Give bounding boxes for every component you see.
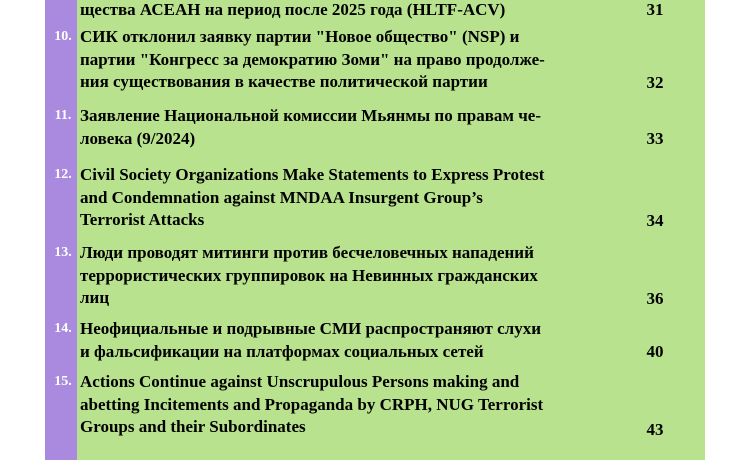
toc-entry-title — [80, 242, 600, 310]
toc-entry-page: 34 — [646, 211, 664, 230]
toc-entry-title-line: Terrorist Attacks — [80, 210, 205, 229]
toc-entry-page: 31 — [646, 0, 664, 19]
toc-entry-number: 12. — [54, 167, 72, 182]
toc-entry-title — [80, 371, 600, 439]
toc-entry-number: 14. — [54, 321, 72, 336]
toc-entry-title-line: Люди проводят митинги против бесчеловечных нападений — [80, 243, 534, 262]
toc-entry-title-line: Actions Continue against Unscrupulous Persons making and — [80, 372, 520, 391]
toc-entry-title-line: ловека (9/2024) — [80, 128, 196, 148]
toc-entry-title — [80, 0, 600, 22]
toc-entry-page: 40 — [646, 342, 664, 361]
toc-entry-title-line: Неофициальные и подрывные СМИ распространяют слухи — [80, 319, 542, 338]
toc-entry-title — [80, 164, 600, 232]
toc-entry-title-line: Заявление Национальной комиссии Мьянмы по правам че- — [80, 106, 542, 125]
toc-entry-number: 10. — [54, 29, 72, 44]
toc-entry-title — [80, 318, 600, 363]
toc-entry-number: 15. — [54, 374, 72, 389]
toc-entry-title — [80, 26, 600, 94]
toc-entry-title-line: и фальсификации на платформах социальных сетей — [80, 341, 484, 361]
toc-entry-page: 33 — [646, 129, 664, 148]
toc-entry-page: 43 — [646, 420, 664, 439]
table-of-contents — [45, 0, 705, 460]
toc-entry-title-line: ния существования в качестве политической партии — [80, 72, 488, 91]
toc-entry-title — [80, 105, 600, 150]
toc-entry-page: 36 — [646, 289, 664, 308]
toc-entry-number: 11. — [54, 108, 72, 123]
toc-entry-title-line: щества АСЕАН на период после 2025 года (HLTF-ACV) — [80, 0, 506, 19]
toc-entry-title-line: партии "Конгресс за демократию Зоми" на право продолже- — [80, 49, 545, 69]
toc-entry-number: 13. — [54, 245, 72, 260]
toc-entry-title-line: and Condemnation against MNDAA Insurgent Group’s — [80, 187, 483, 207]
toc-entry-title-line: abetting Incitements and Propaganda by CRPH, NUG Terrorist — [80, 394, 544, 414]
toc-entry-page: 32 — [646, 73, 664, 92]
toc-entry-title-line: Groups and their Subordinates — [80, 417, 306, 436]
toc-entry-title-line: лиц — [80, 288, 110, 307]
toc-entry-title-line: Civil Society Organizations Make Statements to Express Protest — [80, 165, 545, 184]
toc-entry-title-line: СИК отклонил заявку партии "Новое общество" (NSP) и — [80, 27, 520, 46]
toc-entry-title-line: террористических группировок на Невинных гражданских — [80, 265, 538, 285]
